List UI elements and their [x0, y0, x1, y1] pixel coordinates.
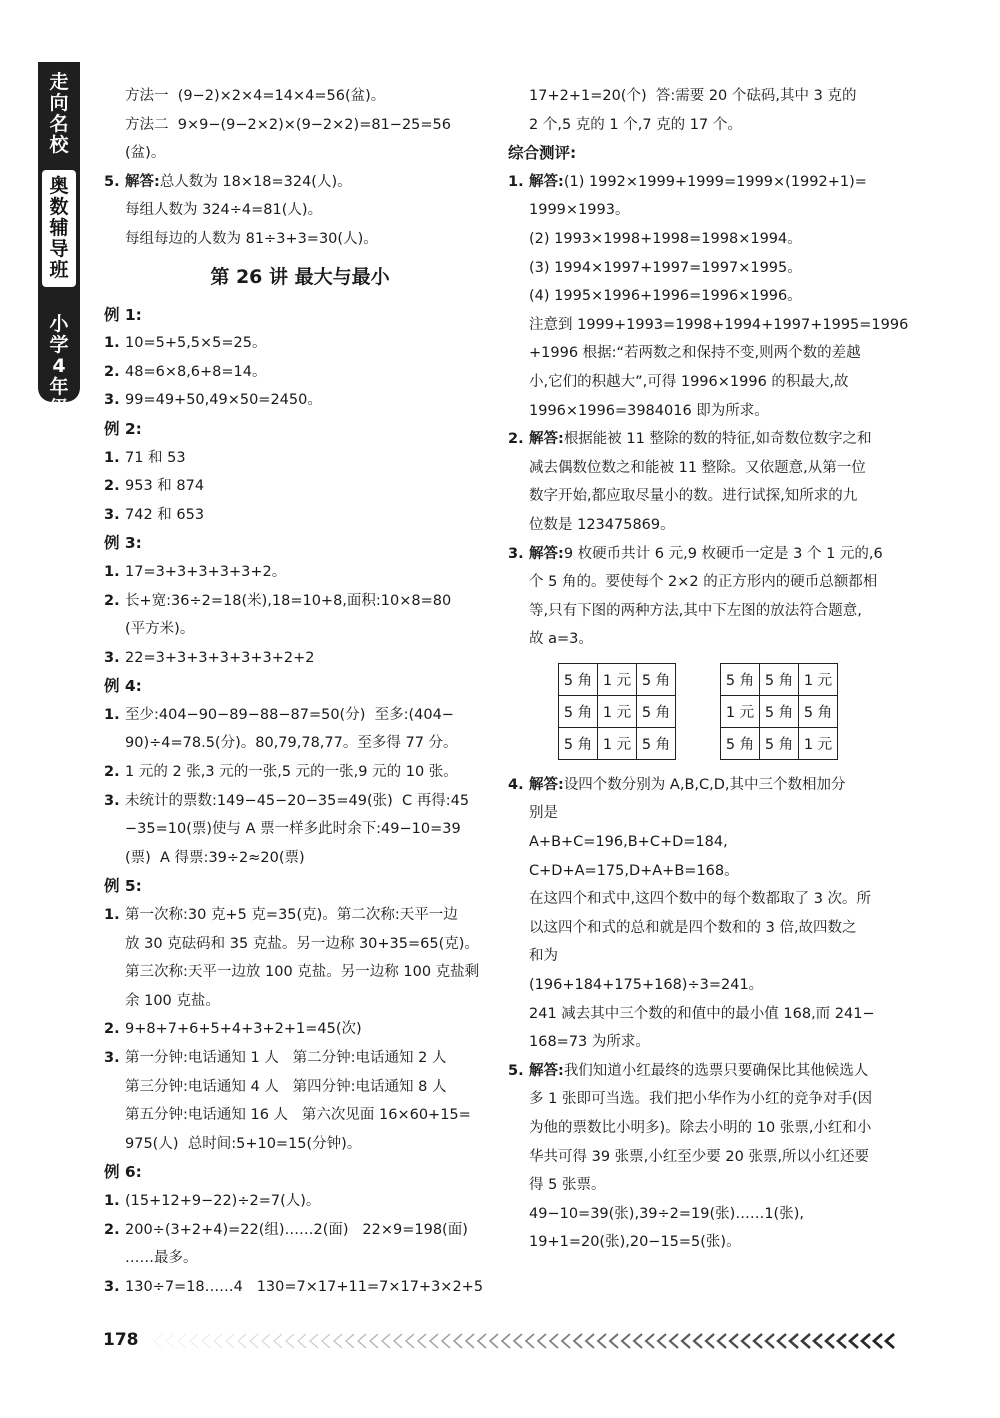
chevron-icon: [862, 1334, 870, 1348]
grid-cell: 1 元: [598, 695, 637, 727]
chevron-icon: [250, 1334, 258, 1348]
example-heading: 例 6:: [104, 1163, 142, 1182]
chevron-icon: [298, 1334, 306, 1348]
chevron-icon: [814, 1334, 822, 1348]
grid-cell: 5 角: [799, 695, 838, 727]
example-heading: 例 1:: [104, 305, 142, 324]
chevron-icon: [826, 1334, 834, 1348]
chevron-icon: [514, 1334, 522, 1348]
chevron-icon: [802, 1334, 810, 1348]
list-item: 1. (15+12+9−22)÷2=7(人)。: [104, 1192, 321, 1209]
chevron-icon: [850, 1334, 858, 1348]
grid-cell: 5 角: [559, 663, 598, 695]
list-item: 2. 48=6×8,6+8=14。: [104, 363, 267, 380]
text-line: 90)÷4=78.5(分)。80,79,78,77。至多得 77 分。: [125, 735, 458, 752]
chevron-icon: [382, 1334, 390, 1348]
chevron-icon: [562, 1334, 570, 1348]
answer-4: 4. 解答:设四个数分别为 A,B,C,D,其中三个数相加分: [508, 776, 846, 793]
grid-cell: 5 角: [637, 727, 676, 759]
text-line: 2 个,5 克的 1 个,7 克的 17 个。: [529, 116, 742, 133]
chevron-icon: [274, 1334, 282, 1348]
right-column: [508, 82, 909, 1257]
text-line: 等,只有下图的两种方法,其中下左图的放法符合题意,: [529, 602, 862, 619]
list-item: 3. 99=49+50,49×50=2450。: [104, 392, 322, 409]
chevron-icon: [394, 1334, 402, 1348]
chevron-icon: [214, 1334, 222, 1348]
chevron-icon: [574, 1334, 582, 1348]
text-line: 和为: [529, 948, 558, 965]
text-line: 在这四个和式中,这四个数中的每个数都取了 3 次。所: [529, 891, 872, 908]
chevron-icon: [166, 1334, 174, 1348]
chevron-icon: [742, 1334, 750, 1348]
grid-cell: 5 角: [721, 663, 760, 695]
list-item: 3. 第一分钟:电话通知 1 人 第二分钟:电话通知 2 人: [104, 1050, 447, 1066]
list-item: 1. 71 和 53: [104, 449, 186, 466]
text-line: 位数是 123475869。: [529, 516, 675, 533]
chevron-icon: [322, 1334, 330, 1348]
text-line: (2) 1993×1998+1998=1998×1994。: [529, 230, 802, 247]
text-line: 数字开始,都应取尽量小的数。进行试探,知所求的九: [529, 488, 858, 505]
chevron-icon: [286, 1334, 294, 1348]
chevron-icon: [430, 1334, 438, 1348]
list-item: 2. 9+8+7+6+5+4+3+2+1=45(次): [104, 1021, 362, 1038]
text-line: −35=10(票)使与 A 票一样多此时余下:49−10=39: [125, 821, 461, 838]
text-line: 1999×1993。: [529, 202, 630, 219]
chevron-icon: [694, 1334, 702, 1348]
chevron-icon: [838, 1334, 846, 1348]
grid-cell: 5 角: [637, 663, 676, 695]
chevron-icon: [346, 1334, 354, 1348]
text-line: 为他的票数比小明多)。除去小明的 10 张票,小红和小: [529, 1120, 872, 1136]
grid-cell: 5 角: [760, 727, 799, 759]
grid-cell: 1 元: [721, 695, 760, 727]
list-item: 1. 17=3+3+3+3+3+2。: [104, 563, 287, 580]
text-line: 别是: [529, 805, 558, 822]
text-line: (196+184+175+168)÷3=241。: [529, 977, 764, 994]
chevron-icon: [778, 1334, 786, 1348]
chevron-icon: [682, 1334, 690, 1348]
chevron-icon: [790, 1334, 798, 1348]
grid-cell: 1 元: [598, 727, 637, 759]
grid-cell: 5 角: [760, 663, 799, 695]
text-line: 故 a=3。: [529, 631, 593, 648]
text-line: 多 1 张即可当选。我们把小华作为小红的竞争对手(因: [529, 1091, 873, 1108]
text-line: 17+2+1=20(个) 答:需要 20 个砝码,其中 3 克的: [529, 88, 857, 104]
page-number: 178: [103, 1330, 139, 1350]
chevron-icon: [706, 1334, 714, 1348]
grid-cell: 1 元: [799, 663, 838, 695]
text-line: 余 100 克盐。: [125, 992, 220, 1009]
chevron-icon: [238, 1334, 246, 1348]
answer-1: 1. 解答:(1) 1992×1999+1999=1999×(1992+1)=: [508, 173, 867, 190]
list-item: 2. 1 元的 2 张,3 元的一张,5 元的一张,9 元的 10 张。: [104, 764, 458, 781]
text-line: (4) 1995×1996+1996=1996×1996。: [529, 288, 802, 305]
chevron-icon: [886, 1334, 894, 1348]
list-item: 3. 130÷7=18……4 130=7×17+11=7×17+3×2+5: [104, 1278, 484, 1295]
text-line: 方法一 (9−2)×2×4=14×4=56(盆)。: [125, 88, 386, 104]
example-heading: 例 3:: [104, 534, 142, 553]
answer-5: 5. 解答:我们知道小红最终的选票只要确保比其他候选人: [508, 1062, 869, 1079]
chevron-icon: [202, 1334, 210, 1348]
grid-cell: 1 元: [799, 727, 838, 759]
example-heading: 例 4:: [104, 677, 142, 696]
chevron-icon: [598, 1334, 606, 1348]
coin-grid-right: [720, 663, 838, 760]
chevron-icon: [478, 1334, 486, 1348]
text-line: 241 减去其中三个数的和值中的最小值 168,而 241−: [529, 1005, 875, 1022]
answer-5: 5. 解答:总人数为 18×18=324(人)。: [104, 173, 352, 190]
text-line: 注意到 1999+1993=1998+1994+1997+1995=1996: [529, 316, 909, 333]
text-line: ……最多。: [125, 1250, 198, 1267]
chevron-icon: [334, 1334, 342, 1348]
grid-cell: 5 角: [721, 727, 760, 759]
text-line: 以这四个和式的总和就是四个数和的 3 倍,故四数之: [529, 919, 857, 936]
book-title: 奥 数 辅 导 班: [42, 170, 76, 287]
decorative-chevron-band: [150, 1333, 895, 1349]
series-title: 走 向 名 校: [49, 71, 69, 156]
grid-cell: 5 角: [559, 727, 598, 759]
text-line: 小,它们的积越大”,可得 1996×1996 的积最大,故: [529, 373, 849, 390]
text-line: 个 5 角的。要使每个 2×2 的正方形内的硬币总额都相: [529, 574, 878, 591]
lecture-title: 第 26 讲 最大与最小: [210, 265, 390, 288]
chevron-icon: [490, 1334, 498, 1348]
text-line: (3) 1994×1997+1997=1997×1995。: [529, 259, 802, 276]
list-item: 3. 22=3+3+3+3+3+3+2+2: [104, 649, 315, 666]
text-line: (盆)。: [125, 145, 166, 162]
text-line: C+D+A=175,D+A+B=168。: [529, 862, 739, 879]
text-line: 得 5 张票。: [529, 1177, 606, 1194]
chevron-icon: [586, 1334, 594, 1348]
text-line: 减去偶数位数之和能被 11 整除。又依题意,从第一位: [529, 459, 866, 476]
chevron-icon: [466, 1334, 474, 1348]
chevron-icon: [538, 1334, 546, 1348]
answer-3: 3. 解答:9 枚硬币共计 6 元,9 枚硬币一定是 3 个 1 元的,6: [508, 545, 883, 562]
text-line: 第三分钟:电话通知 4 人 第四分钟:电话通知 8 人: [125, 1078, 447, 1095]
chevron-icon: [670, 1334, 678, 1348]
coin-grids: [558, 663, 900, 760]
chevron-icon: [874, 1334, 882, 1348]
chevron-icon: [358, 1334, 366, 1348]
chevron-icon: [310, 1334, 318, 1348]
list-item: 1. 第一次称:30 克+5 克=35(克)。第二次称:天平一边: [104, 907, 458, 924]
text-line: 第五分钟:电话通知 16 人 第六次见面 16×60+15=: [125, 1107, 471, 1124]
chevron-icon: [178, 1334, 186, 1348]
text-line: 每组每边的人数为 81÷3+3=30(人)。: [125, 230, 378, 247]
example-heading: 例 2:: [104, 419, 142, 438]
coin-grid-left: [558, 663, 676, 760]
chevron-icon: [154, 1334, 162, 1348]
chevron-icon: [262, 1334, 270, 1348]
chevron-icon: [718, 1334, 726, 1348]
text-line: 放 30 克砝码和 35 克盐。另一边称 30+35=65(克)。: [125, 935, 479, 952]
text-line: 19+1=20(张),20−15=5(张)。: [529, 1234, 741, 1251]
chevron-icon: [190, 1334, 198, 1348]
chevron-icon: [454, 1334, 462, 1348]
chevron-icon: [658, 1334, 666, 1348]
chevron-icon: [502, 1334, 510, 1348]
list-item: 2. 200÷(3+2+4)=22(组)……2(面) 22×9=198(面): [104, 1221, 468, 1238]
chevron-icon: [730, 1334, 738, 1348]
text-line: 975(人) 总时间:5+10=15(分钟)。: [125, 1135, 362, 1152]
chevron-icon: [766, 1334, 774, 1348]
section-heading: 综合测评:: [508, 144, 577, 163]
chevron-icon: [610, 1334, 618, 1348]
list-item: 2. 953 和 874: [104, 478, 205, 495]
text-line: (平方米)。: [125, 621, 195, 638]
text-line: A+B+C=196,B+C+D=184,: [529, 834, 728, 851]
text-line: 方法二 9×9−(9−2×2)×(9−2×2)=81−25=56: [125, 116, 451, 133]
text-line: 1996×1996=3984016 即为所求。: [529, 402, 769, 419]
text-line: +1996 根据:“若两数之和保持不变,则两个数的差越: [529, 345, 861, 362]
grid-cell: 5 角: [559, 695, 598, 727]
chevron-icon: [442, 1334, 450, 1348]
chevron-icon: [526, 1334, 534, 1348]
text-line: 华共可得 39 张票,小红至少要 20 张票,所以小红还要: [529, 1148, 870, 1165]
grid-cell: 1 元: [598, 663, 637, 695]
chevron-icon: [370, 1334, 378, 1348]
text-line: (票) A 得票:39÷2≈20(票): [125, 849, 305, 866]
text-line: 49−10=39(张),39÷2=19(张)……1(张),: [529, 1205, 804, 1222]
left-column: [104, 82, 496, 1301]
grid-cell: 5 角: [760, 695, 799, 727]
list-item: 1. 至少:404−90−89−88−87=50(分) 至多:(404−: [104, 706, 454, 723]
chevron-icon: [226, 1334, 234, 1348]
text-line: 每组人数为 324÷4=81(人)。: [125, 202, 323, 219]
side-tab: [38, 62, 80, 419]
list-item: 3. 742 和 653: [104, 506, 205, 523]
grid-cell: 5 角: [637, 695, 676, 727]
chevron-icon: [754, 1334, 762, 1348]
chevron-icon: [550, 1334, 558, 1348]
chevron-icon: [634, 1334, 642, 1348]
example-heading: 例 5:: [104, 877, 142, 896]
answer-2: 2. 解答:根据能被 11 整除的数的特征,如奇数位数字之和: [508, 431, 872, 448]
text-line: 168=73 为所求。: [529, 1034, 650, 1051]
list-item: 3. 未统计的票数:149−45−20−35=49(张) C 再得:45: [104, 792, 470, 809]
chevron-icon: [622, 1334, 630, 1348]
list-item: 1. 10=5+5,5×5=25。: [104, 335, 267, 352]
text-line: 第三次称:天平一边放 100 克盐。另一边称 100 克盐剩: [125, 964, 480, 981]
list-item: 2. 长+宽:36÷2=18(米),18=10+8,面积:10×8=80: [104, 592, 452, 609]
chevron-icon: [406, 1334, 414, 1348]
chevron-icon: [646, 1334, 654, 1348]
chevron-icon: [418, 1334, 426, 1348]
grade-label: 小 学 4 年 级: [49, 313, 69, 419]
